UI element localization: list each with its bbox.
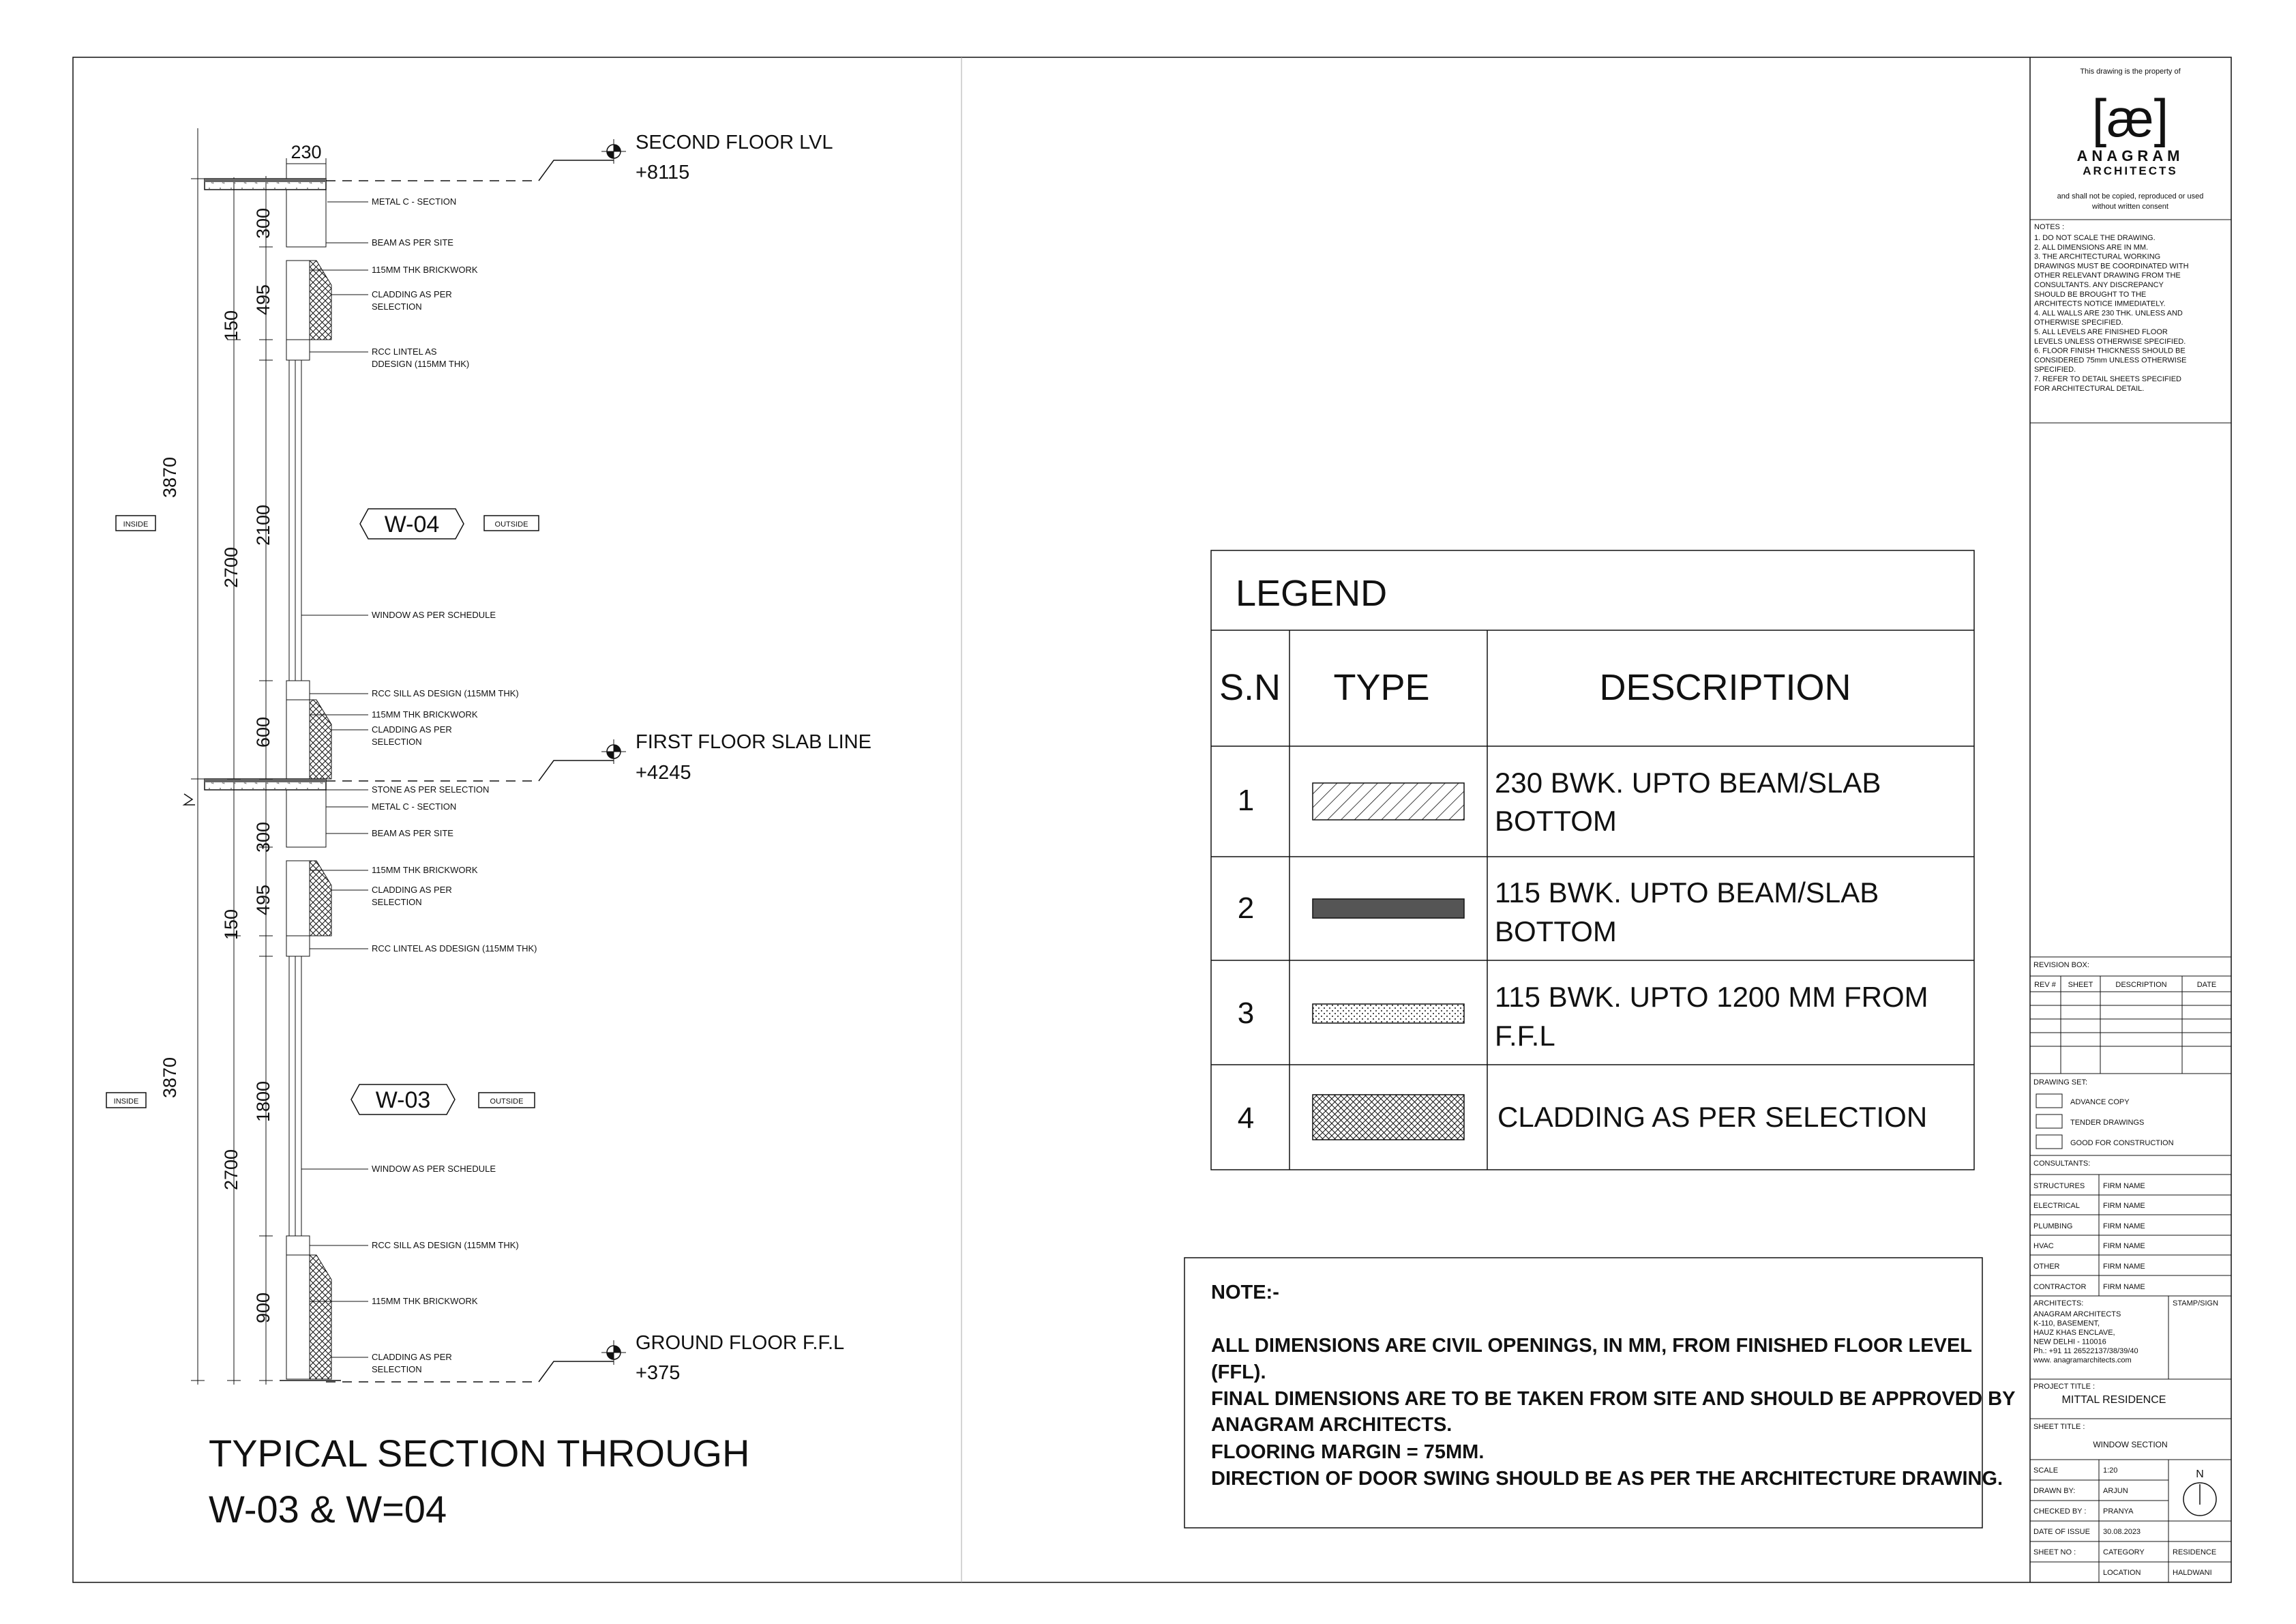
w04-tag <box>360 509 464 539</box>
section-title-line1: TYPICAL SECTION THROUGH <box>209 1432 750 1475</box>
revision-title: REVISION BOX: <box>2033 961 2089 969</box>
label-cladding2-lower-1: CLADDING AS PER <box>372 1352 452 1362</box>
drawing-set-title: DRAWING SET: <box>2033 1078 2088 1087</box>
drawn-value: ARJUN <box>2103 1487 2128 1495</box>
checked-label: CHECKED BY : <box>2033 1507 2087 1516</box>
note-line-4: ANAGRAM ARCHITECTS. <box>1211 1414 1452 1436</box>
consultant-structures-role: STRUCTURES <box>2033 1182 2085 1190</box>
label-beam-lower: BEAM AS PER SITE <box>372 828 453 838</box>
label-metal-c-lower: METAL C - SECTION <box>372 801 457 812</box>
note-line-1: ALL DIMENSIONS ARE CIVIL OPENINGS, IN MM, FROM FINISHED FLOOR LEVEL <box>1211 1335 1973 1357</box>
dim-upper-2700: 2700 <box>221 546 241 588</box>
drawn-label: DRAWN BY: <box>2033 1487 2076 1495</box>
label-lintel-upper-2: DDESIGN (115MM THK) <box>372 359 470 369</box>
checkbox-good-for-construction[interactable] <box>2036 1135 2062 1149</box>
project-title: MITTAL RESIDENCE <box>2061 1394 2166 1406</box>
first-floor-level-name: FIRST FLOOR SLAB LINE <box>636 731 871 753</box>
logo-name-2: ARCHITECTS <box>2083 164 2178 177</box>
legend-row1-swatch <box>1313 783 1464 820</box>
label-cladding2-upper-2: SELECTION <box>372 737 422 747</box>
note-item: SPECIFIED. <box>2034 366 2076 374</box>
note-item: DRAWINGS MUST BE COORDINATED WITH <box>2034 262 2189 271</box>
revision-header-date: DATE <box>2196 981 2217 989</box>
w03-tag <box>351 1084 455 1114</box>
project-title-label: PROJECT TITLE : <box>2033 1383 2096 1391</box>
legend-row1-sn: 1 <box>1237 784 1255 817</box>
drawing-set-tender: TENDER DRAWINGS <box>2070 1119 2145 1127</box>
property-text: This drawing is the property of <box>2080 68 2181 76</box>
anagram-logo <box>2077 88 2184 177</box>
dim-wall-230: 230 <box>290 142 322 162</box>
notes-list <box>2034 234 2189 393</box>
label-cladding-upper-2: SELECTION <box>372 301 422 312</box>
lower-cladding <box>310 861 331 936</box>
legend-row3-desc-2: F.F.L <box>1495 1020 1555 1052</box>
dim-upper-600: 600 <box>253 716 273 748</box>
label-cladding2-upper-1: CLADDING AS PER <box>372 724 452 735</box>
consultant-contractor-firm: FIRM NAME <box>2103 1283 2145 1291</box>
revision-header-rev: REV # <box>2034 981 2056 989</box>
first-floor-level-value: +4245 <box>636 762 691 784</box>
svg-text:W-04: W-04 <box>384 512 440 537</box>
consultant-other-firm: FIRM NAME <box>2103 1263 2145 1271</box>
upper-lower-brickwork <box>286 700 310 779</box>
scale-label: SCALE <box>2033 1466 2059 1475</box>
note-item: 5. ALL LEVELS ARE FINISHED FLOOR <box>2034 328 2168 336</box>
label-cladding-lower-2: SELECTION <box>372 897 422 907</box>
legend-row3-sn: 3 <box>1237 996 1255 1030</box>
logo-name-1: ANAGRAM <box>2076 147 2184 164</box>
consultant-hvac-role: HVAC <box>2033 1242 2054 1250</box>
category-value: RESIDENCE <box>2173 1548 2217 1556</box>
label-brick-upper: 115MM THK BRICKWORK <box>372 265 478 275</box>
consultant-plumbing-firm: FIRM NAME <box>2103 1222 2145 1230</box>
second-floor-level-name: SECOND FLOOR LVL <box>636 132 833 153</box>
checkbox-advance-copy[interactable] <box>2036 1094 2062 1108</box>
north-arrow-icon <box>2183 1468 2216 1516</box>
upper-sill <box>286 681 310 700</box>
consultant-hvac-firm: FIRM NAME <box>2103 1242 2145 1250</box>
second-floor-level-value: +8115 <box>636 162 690 183</box>
label-lintel-lower: RCC LINTEL AS DDESIGN (115MM THK) <box>372 943 537 954</box>
location-value: HALDWANI <box>2173 1569 2212 1577</box>
note-item: CONSULTANTS. ANY DISCREPANCY <box>2034 281 2164 289</box>
upper-beam <box>286 190 326 247</box>
copy-text-2: without written consent <box>2092 203 2168 211</box>
ground-floor-level-name: GROUND FLOOR F.F.L <box>636 1332 845 1354</box>
title-block <box>2030 57 2231 1582</box>
note-item: 2. ALL DIMENSIONS ARE IN MM. <box>2034 243 2149 252</box>
consultant-electrical-role: ELECTRICAL <box>2033 1202 2080 1210</box>
note-item: FOR ARCHITECTURAL DETAIL. <box>2034 384 2145 393</box>
legend-row2-desc-1: 115 BWK. UPTO BEAM/SLAB <box>1495 876 1879 909</box>
date-value: 30.08.2023 <box>2103 1528 2141 1536</box>
legend-header-desc: DESCRIPTION <box>1599 667 1851 708</box>
drawing-set-advance-copy: ADVANCE COPY <box>2070 1098 2130 1106</box>
note-item: 3. THE ARCHITECTURAL WORKING <box>2034 252 2161 261</box>
dim-lower-150: 150 <box>221 909 241 940</box>
upper-cladding <box>310 261 331 340</box>
svg-text:N: N <box>2196 1468 2204 1480</box>
note-item: 6. FLOOR FINISH THICKNESS SHOULD BE <box>2034 346 2186 355</box>
legend-row2-swatch <box>1313 899 1464 918</box>
copy-text-1: and shall not be copied, reproduced or used <box>2057 192 2204 201</box>
w04-outside-label: OUTSIDE <box>494 520 528 529</box>
stamp-label: STAMP/SIGN <box>2173 1299 2219 1308</box>
label-stone: STONE AS PER SELECTION <box>372 784 490 795</box>
note-line-2: (FFL). <box>1211 1361 1266 1383</box>
legend-row4-swatch <box>1313 1095 1464 1140</box>
dim-lower-495: 495 <box>253 884 273 915</box>
dim-lower-2700: 2700 <box>221 1149 241 1190</box>
label-window-upper: WINDOW AS PER SCHEDULE <box>372 610 496 620</box>
lower-beam <box>286 790 326 847</box>
label-cladding-upper-1: CLADDING AS PER <box>372 289 452 299</box>
dim-upper-150: 150 <box>221 310 241 341</box>
dim-upper-495: 495 <box>253 284 273 315</box>
note-item: ARCHITECTS NOTICE IMMEDIATELY. <box>2034 299 2166 308</box>
note-title: NOTE:- <box>1211 1282 1279 1303</box>
location-label: LOCATION <box>2103 1569 2141 1577</box>
revision-header-desc: DESCRIPTION <box>2115 981 2167 989</box>
dim-upper-300: 300 <box>253 207 273 239</box>
sheet-title: WINDOW SECTION <box>2093 1440 2168 1449</box>
label-brick2-lower: 115MM THK BRICKWORK <box>372 1296 478 1306</box>
label-window-lower: WINDOW AS PER SCHEDULE <box>372 1164 496 1174</box>
logo-mark: [æ] <box>2091 88 2169 148</box>
label-brick2-upper: 115MM THK BRICKWORK <box>372 709 478 720</box>
note-box <box>1184 1258 2015 1528</box>
upper-lower-cladding <box>310 700 331 779</box>
consultants-title: CONSULTANTS: <box>2033 1160 2091 1168</box>
note-line-3: FINAL DIMENSIONS ARE TO BE TAKEN FROM SITE AND SHOULD BE APPROVED BY <box>1211 1388 2016 1410</box>
dim-upper-3870: 3870 <box>160 456 180 498</box>
legend-row3-desc-1: 115 BWK. UPTO 1200 MM FROM <box>1495 981 1928 1013</box>
legend-row1-desc-2: BOTTOM <box>1495 805 1617 837</box>
consultant-electrical-firm: FIRM NAME <box>2103 1202 2145 1210</box>
svg-text:W-03: W-03 <box>375 1087 431 1113</box>
upper-brickwork <box>286 261 310 340</box>
lower-sill <box>286 1236 310 1255</box>
w04-inside-label: INSIDE <box>123 520 149 529</box>
label-lintel-upper-1: RCC LINTEL AS <box>372 346 437 357</box>
note-item: LEVELS UNLESS OTHERWISE SPECIFIED. <box>2034 337 2186 346</box>
w03-outside-label: OUTSIDE <box>490 1097 524 1106</box>
consultant-other-role: OTHER <box>2033 1263 2060 1271</box>
section-title-line2: W-03 & W=04 <box>209 1488 447 1531</box>
checked-value: PRANYA <box>2103 1507 2134 1516</box>
scale-value: 1:20 <box>2103 1466 2118 1475</box>
note-item: 1. DO NOT SCALE THE DRAWING. <box>2034 234 2156 242</box>
note-line-6: DIRECTION OF DOOR SWING SHOULD BE AS PER THE ARCHITECTURE DRAWING. <box>1211 1468 2003 1490</box>
architects-address <box>2033 1310 2138 1365</box>
ground-floor-level-value: +375 <box>636 1362 681 1384</box>
sheet-no-label: SHEET NO : <box>2033 1548 2076 1556</box>
label-metal-c-upper: METAL C - SECTION <box>372 196 457 207</box>
architects-address-line: ANAGRAM ARCHITECTS <box>2033 1310 2121 1318</box>
label-cladding2-lower-2: SELECTION <box>372 1364 422 1374</box>
drawing-set-gfc: GOOD FOR CONSTRUCTION <box>2070 1139 2174 1147</box>
consultant-plumbing-role: PLUMBING <box>2033 1222 2073 1230</box>
note-item: CONSIDERED 75mm UNLESS OTHERWISE <box>2034 356 2187 365</box>
revision-header-sheet: SHEET <box>2068 981 2093 989</box>
legend-title: LEGEND <box>1236 573 1388 614</box>
lower-lower-cladding <box>310 1255 331 1379</box>
label-sill-lower: RCC SILL AS DESIGN (115MM THK) <box>372 1240 519 1250</box>
note-item: 4. ALL WALLS ARE 230 THK. UNLESS AND <box>2034 309 2183 318</box>
dim-lower-1800: 1800 <box>253 1080 273 1122</box>
note-item: OTHER RELEVANT DRAWING FROM THE <box>2034 271 2181 280</box>
dim-lower-300: 300 <box>253 821 273 853</box>
legend-row3-swatch <box>1313 1004 1464 1023</box>
label-brick-lower: 115MM THK BRICKWORK <box>372 865 478 875</box>
architects-address-line: www. anagramarchitects.com <box>2033 1356 2132 1365</box>
architects-address-line: K-110, BASEMENT, <box>2033 1319 2100 1328</box>
checkbox-tender-drawings[interactable] <box>2036 1114 2062 1128</box>
note-item: 7. REFER TO DETAIL SHEETS SPECIFIED <box>2034 375 2181 383</box>
sheet-title-label: SHEET TITLE : <box>2033 1423 2085 1431</box>
lower-lintel <box>286 936 310 956</box>
label-beam-upper: BEAM AS PER SITE <box>372 237 453 248</box>
note-item: OTHERWISE SPECIFIED. <box>2034 319 2123 327</box>
legend-row1-desc-1: 230 BWK. UPTO BEAM/SLAB <box>1495 767 1881 799</box>
dim-upper-2100: 2100 <box>253 504 273 546</box>
label-sill-upper: RCC SILL AS DESIGN (115MM THK) <box>372 688 519 698</box>
architects-address-line: NEW DELHI - 110016 <box>2033 1338 2106 1346</box>
w03-inside-label: INSIDE <box>113 1097 139 1106</box>
architects-address-line: HAUZ KHAS ENCLAVE, <box>2033 1329 2115 1337</box>
note-item: SHOULD BE BROUGHT TO THE <box>2034 290 2147 299</box>
legend-header-type: TYPE <box>1333 667 1430 708</box>
dim-lower-900: 900 <box>253 1292 273 1323</box>
note-line-5: FLOORING MARGIN = 75MM. <box>1211 1441 1485 1463</box>
legend-table <box>1211 550 1974 1170</box>
lower-brickwork <box>286 861 310 936</box>
legend-row2-sn: 2 <box>1237 891 1255 925</box>
lower-lower-brickwork <box>286 1255 310 1379</box>
architects-address-line: Ph.: +91 11 26522137/38/39/40 <box>2033 1347 2138 1355</box>
legend-header-sn: S.N <box>1219 667 1281 708</box>
dim-lower-3870: 3870 <box>160 1057 180 1098</box>
category-label: CATEGORY <box>2103 1548 2145 1556</box>
legend-row4-sn: 4 <box>1237 1102 1255 1135</box>
consultant-contractor-role: CONTRACTOR <box>2033 1283 2087 1291</box>
upper-lintel <box>286 340 310 360</box>
architects-title: ARCHITECTS: <box>2033 1299 2084 1308</box>
date-label: DATE OF ISSUE <box>2033 1528 2090 1536</box>
legend-row2-desc-2: BOTTOM <box>1495 915 1617 947</box>
notes-title: NOTES : <box>2034 223 2065 231</box>
wall-section-drawing <box>106 128 871 1531</box>
label-cladding-lower-1: CLADDING AS PER <box>372 885 452 895</box>
legend-row4-desc-1: CLADDING AS PER SELECTION <box>1497 1101 1928 1133</box>
consultant-structures-firm: FIRM NAME <box>2103 1182 2145 1190</box>
